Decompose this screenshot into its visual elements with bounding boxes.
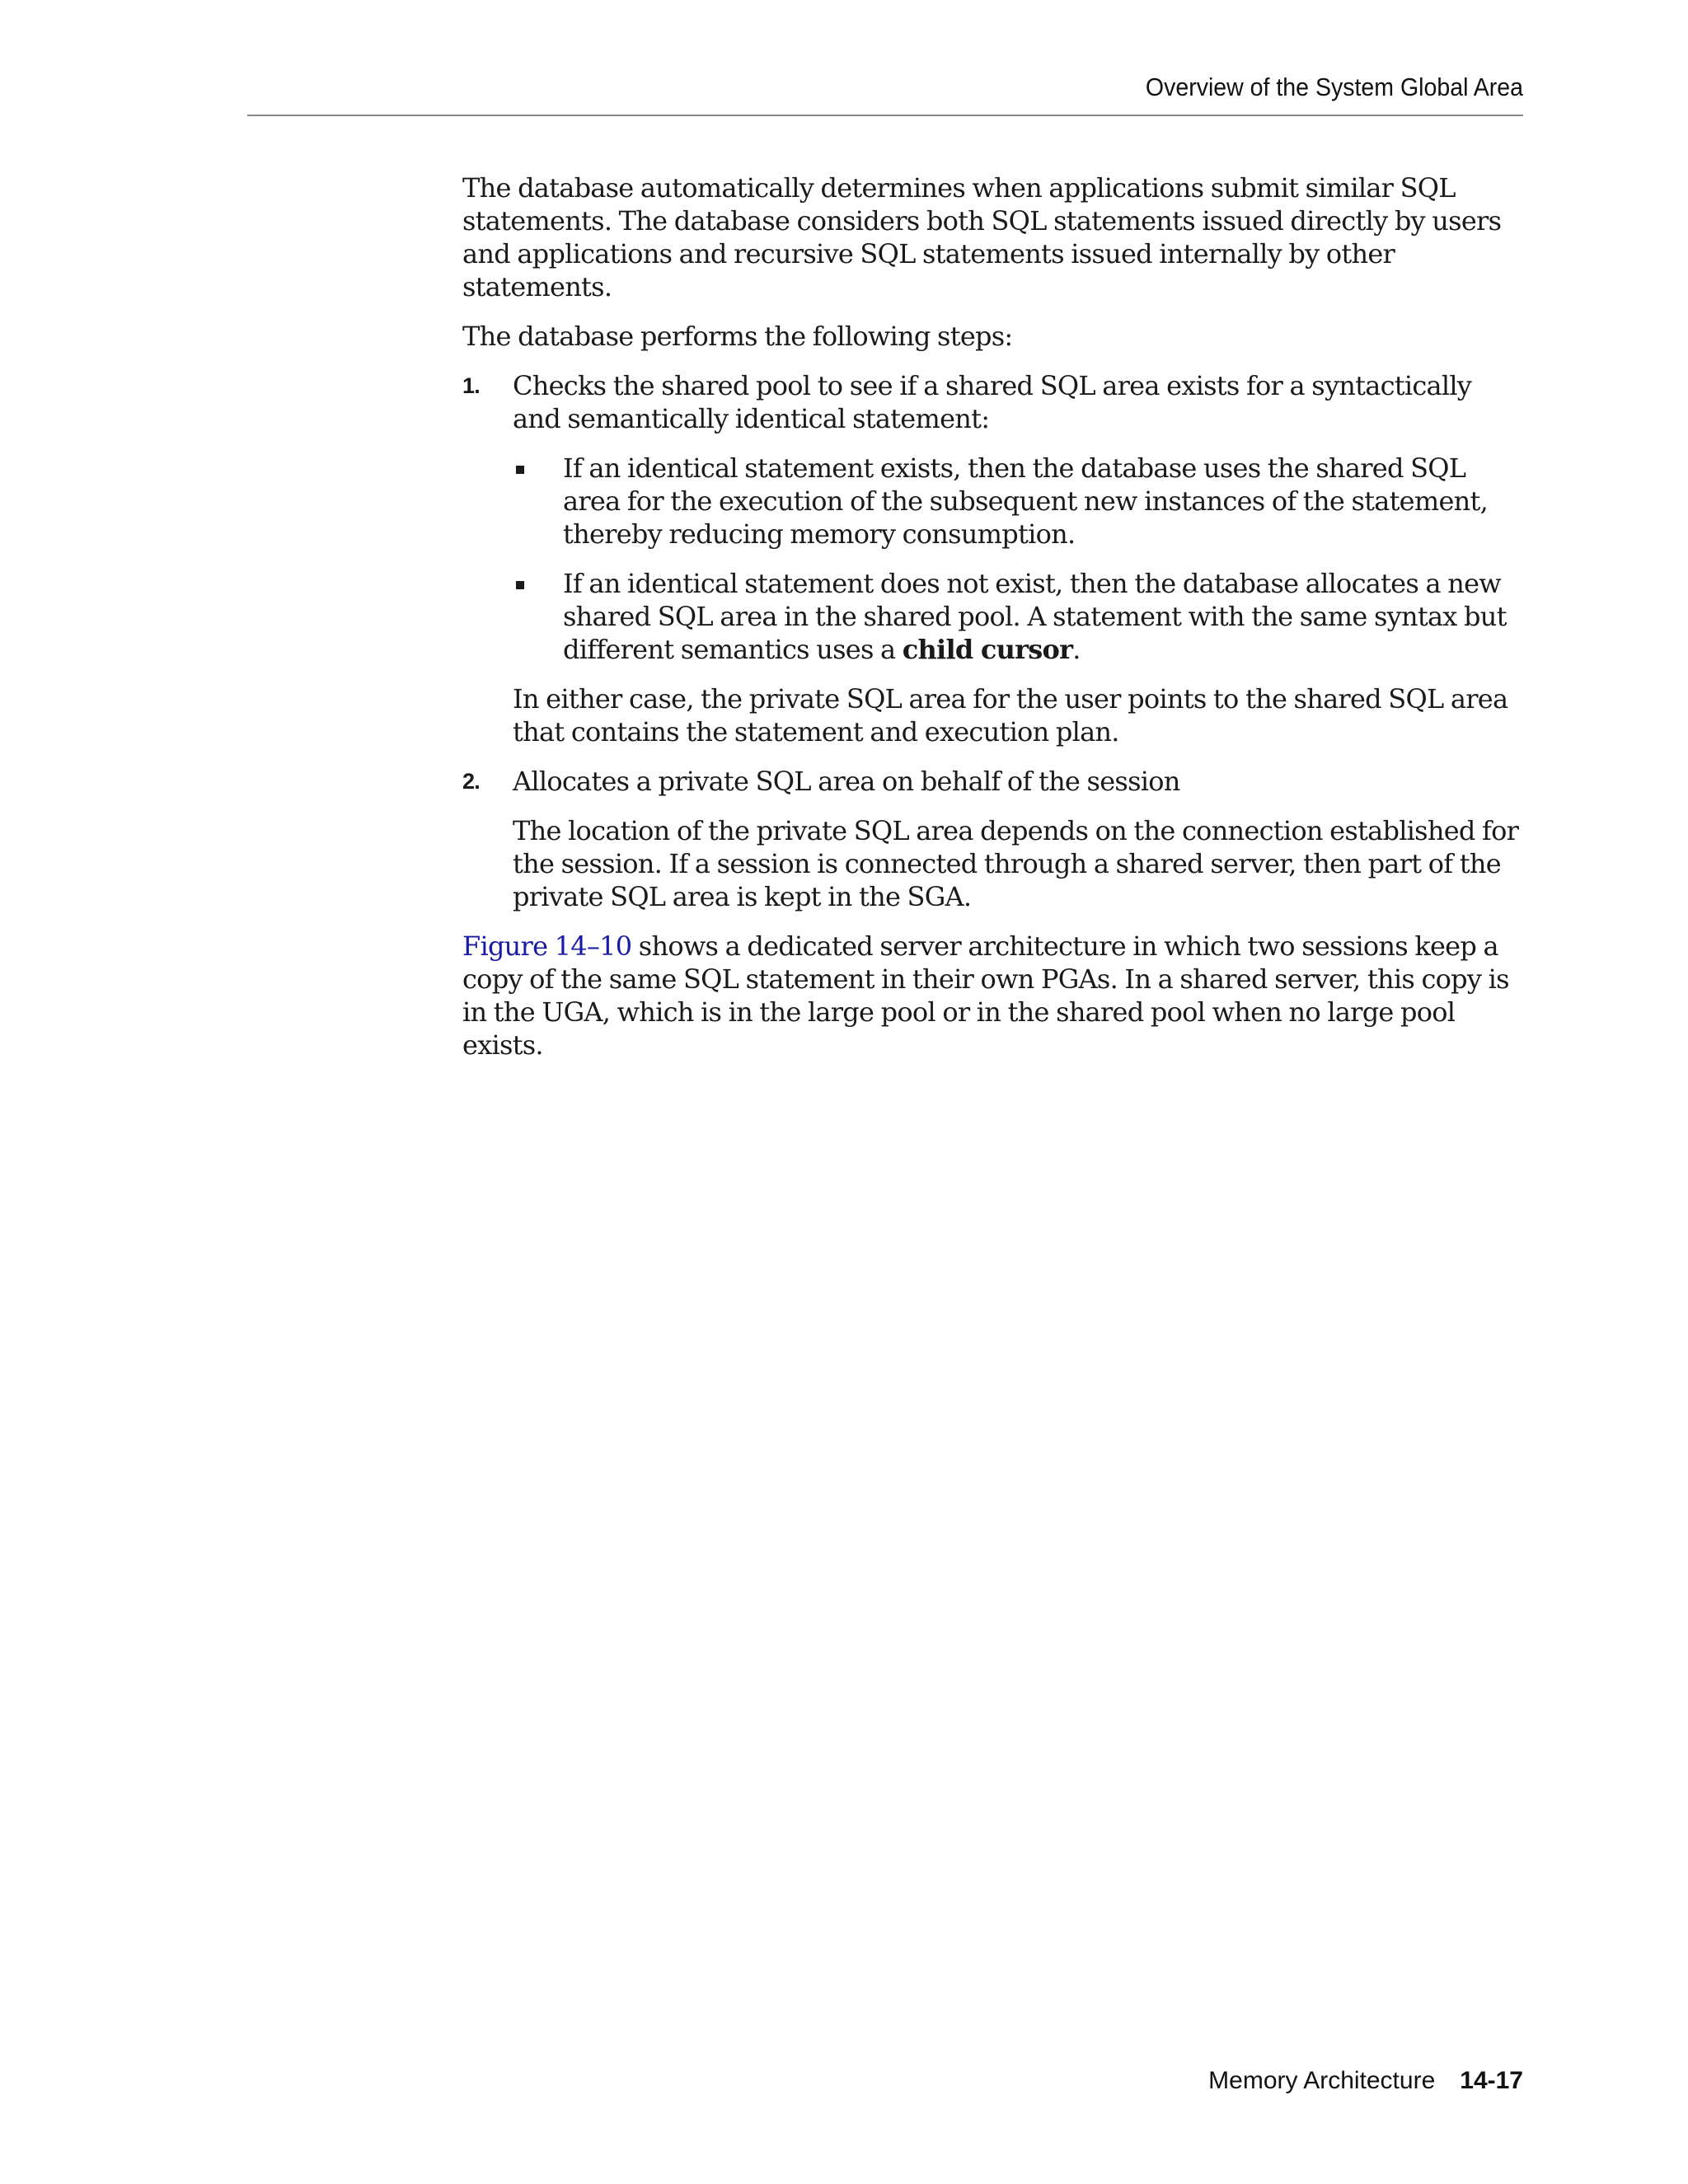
steps-lead-in: The database performs the following steps:: [462, 321, 1013, 352]
running-footer: [247, 2067, 1523, 2095]
step-number: 1.: [462, 373, 481, 398]
running-header: Overview of the System Global Area: [1145, 73, 1523, 101]
square-bullet-icon: [516, 466, 524, 474]
square-bullet-icon: [516, 581, 524, 589]
bullet-text: If an identical statement does not exist, then the database allocates a new shared SQL area in the shared pool. A statement with the same syntax but different semantics uses a child cursor.: [563, 568, 1507, 665]
bullet-text: If an identical statement exists, then the database uses the shared SQL area for the execution of the subsequent new instances of the statement, thereby reducing memory consumption.: [563, 452, 1489, 550]
glossary-term: child cursor: [902, 634, 1073, 665]
figure-cross-reference-link[interactable]: Figure 14–10: [462, 930, 632, 962]
step-item: [462, 369, 1526, 748]
closing-text: shows a dedicated server architecture in which two sessions keep a copy of the same SQL statement in their own PGAs. In a shared server, this copy is in the UGA, which is in the large pool or in the shared pool when no large pool exists.: [462, 930, 1509, 1061]
step-note: The location of the private SQL area depends on the connection established for the session. If a session is connected through a shared server, then part of the private SQL area is kept in the SGA.: [513, 815, 1519, 912]
header-rule: [247, 115, 1523, 116]
step-text: Allocates a private SQL area on behalf of the session: [513, 766, 1180, 797]
bullet-item: [513, 567, 1526, 666]
bullet-item: [513, 452, 1526, 551]
step-item: [462, 765, 1526, 913]
page-number: 14-17: [1460, 2067, 1523, 2094]
step-text: Checks the shared pool to see if a shared SQL area exists for a syntactically and semantically identical statement:: [513, 370, 1472, 434]
intro-paragraph: The database automatically determines when applications submit similar SQL statements. The database considers both SQL statements issued directly by users and applications and recursive SQL statements issued internally by other statements.: [462, 172, 1502, 302]
step-note: In either case, the private SQL area for the user points to the shared SQL area that contains the statement and execution plan.: [513, 683, 1508, 748]
step-number: 2.: [462, 769, 481, 794]
page-body: [462, 171, 1526, 1078]
closing-paragraph: [462, 930, 1526, 1062]
steps-list: [462, 369, 1526, 913]
footer-chapter-title: Memory Architecture: [1208, 2067, 1436, 2094]
bullet-list: [513, 452, 1526, 666]
